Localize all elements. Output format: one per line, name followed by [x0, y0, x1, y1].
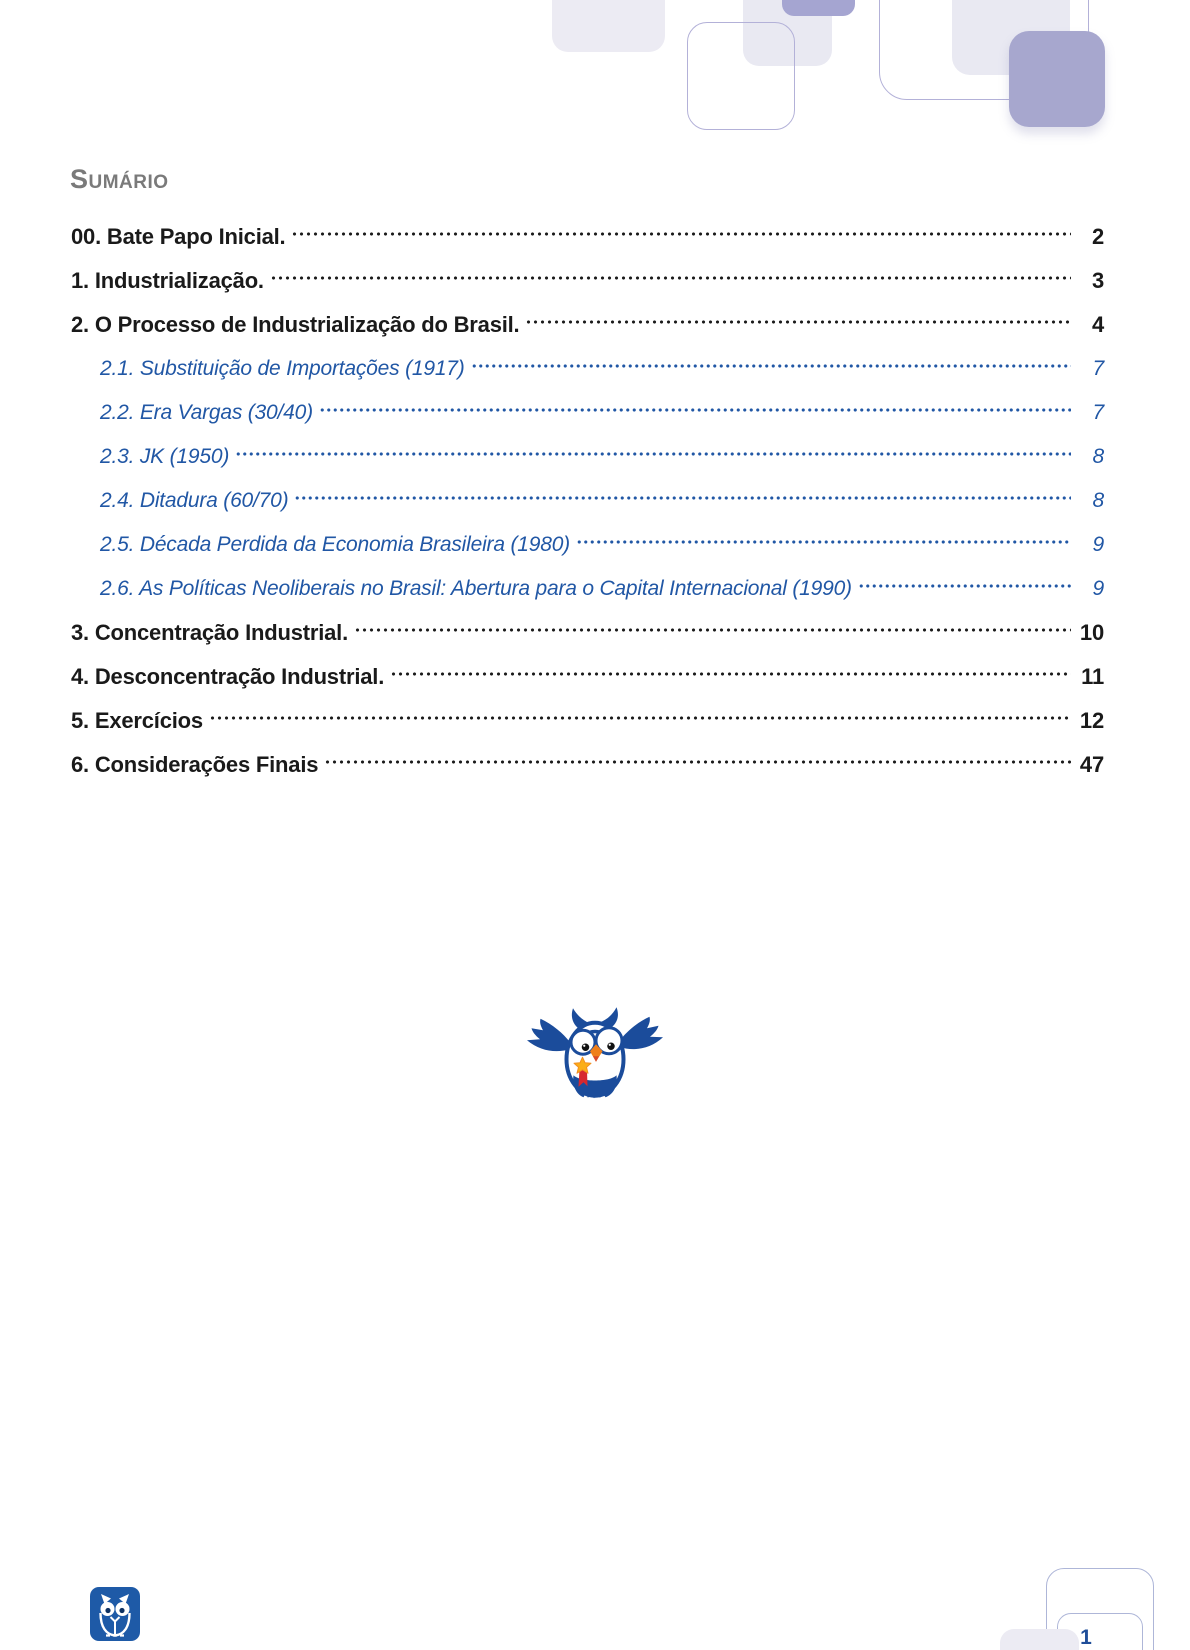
- toc-entry[interactable]: [71, 256, 1104, 300]
- toc-entry-page: 7: [1092, 400, 1104, 424]
- toc-leader-dots: [209, 696, 1071, 732]
- toc-entry-label: 2.3. JK (1950): [100, 444, 230, 468]
- toc-entry-label: 3. Concentração Industrial.: [71, 619, 349, 645]
- toc-entry-label: 2.4. Ditadura (60/70): [100, 488, 289, 512]
- toc-entry-page: 10: [1079, 619, 1104, 645]
- footer-deco-fill: [1000, 1629, 1079, 1650]
- toc-leader-dots: [576, 520, 1071, 556]
- toc-leader-dots: [525, 300, 1071, 336]
- toc-leader-dots: [390, 652, 1071, 688]
- toc-entry-page: 8: [1092, 444, 1104, 468]
- toc-entry-page: 2: [1091, 223, 1104, 249]
- deco-rect-medium-1: [782, 0, 855, 16]
- toc-entry-page: 9: [1092, 532, 1104, 556]
- deco-rect-medium-2: [1009, 31, 1105, 127]
- toc-list: [71, 212, 1104, 784]
- toc-entry[interactable]: [71, 344, 1104, 388]
- toc-entry-page: 9: [1092, 576, 1104, 600]
- toc-entry-page: 8: [1092, 488, 1104, 512]
- deco-rect-outline-1: [687, 22, 795, 130]
- toc-leader-dots: [858, 564, 1071, 600]
- toc-entry-label: 2.1. Substituição de Importações (1917): [100, 356, 465, 380]
- toc-entry[interactable]: [71, 300, 1104, 344]
- toc-entry-page: 3: [1091, 267, 1104, 293]
- toc-entry[interactable]: [71, 564, 1104, 608]
- toc-leader-dots: [270, 256, 1071, 292]
- page-number: 1: [1080, 1626, 1092, 1649]
- owl-mascot-image: [520, 1004, 670, 1102]
- toc-entry-label: 2.5. Década Perdida da Economia Brasileira (1980): [100, 532, 570, 556]
- page-title: Sumário: [70, 164, 169, 195]
- toc-entry-label: 2.2. Era Vargas (30/40): [100, 400, 313, 424]
- toc-entry[interactable]: [71, 476, 1104, 520]
- toc-leader-dots: [291, 212, 1071, 248]
- toc-leader-dots: [354, 608, 1071, 644]
- toc-entry-page: 11: [1081, 663, 1104, 689]
- toc-leader-dots: [471, 344, 1071, 380]
- toc-entry[interactable]: [71, 388, 1104, 432]
- toc-leader-dots: [319, 388, 1071, 424]
- toc-entry-label: 6. Considerações Finais: [71, 751, 319, 777]
- toc-entry-page: 12: [1079, 707, 1104, 733]
- toc-leader-dots: [324, 740, 1071, 776]
- toc-entry-label: 00. Bate Papo Inicial.: [71, 223, 286, 249]
- toc-entry[interactable]: [71, 652, 1104, 696]
- toc-entry-label: 1. Industrialização.: [71, 267, 264, 293]
- toc-entry[interactable]: [71, 608, 1104, 652]
- toc-leader-dots: [294, 476, 1071, 512]
- toc-leader-dots: [235, 432, 1071, 468]
- toc-entry-label: 2.6. As Políticas Neoliberais no Brasil: Abertura para o Capital Internacional (1990): [100, 576, 852, 600]
- deco-rect-light-1: [552, 0, 665, 52]
- toc-entry[interactable]: [71, 212, 1104, 256]
- toc-entry-label: 2. O Processo de Industrialização do Brasil.: [71, 311, 520, 337]
- toc-entry[interactable]: [71, 740, 1104, 784]
- toc-entry[interactable]: [71, 520, 1104, 564]
- toc-entry-label: 4. Desconcentração Industrial.: [71, 663, 385, 689]
- toc-entry-page: 47: [1079, 751, 1104, 777]
- toc-entry-label: 5. Exercícios: [71, 707, 203, 733]
- toc-entry[interactable]: [71, 696, 1104, 740]
- toc-entry-page: 4: [1091, 311, 1104, 337]
- toc-entry-page: 7: [1092, 356, 1104, 380]
- brand-owl-logo-icon: [90, 1586, 140, 1642]
- toc-entry[interactable]: [71, 432, 1104, 476]
